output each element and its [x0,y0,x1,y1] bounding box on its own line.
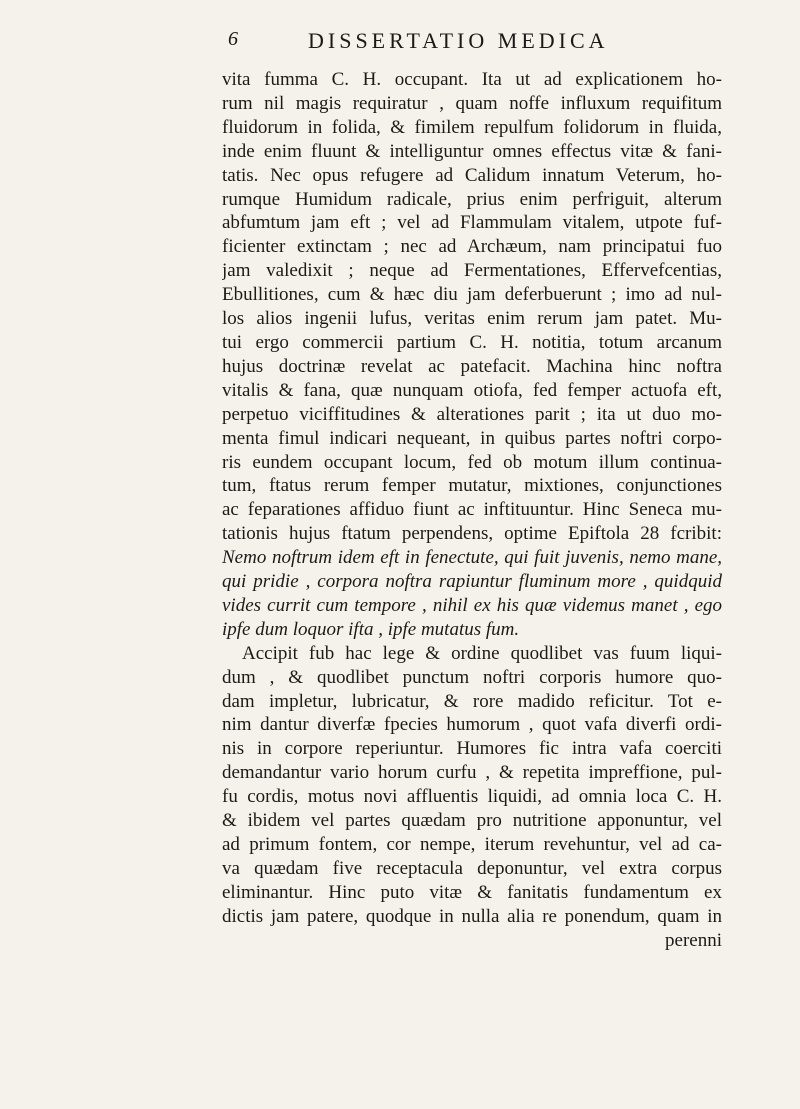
text-line: tui ergo commercii partium C. H. notitia, totum arcanum [222,331,722,353]
text-line: ac feparationes affiduo fiunt ac inftituuntur. Hinc Seneca mu- [222,499,722,521]
text-line: & ibidem vel partes quædam pro nutritione apponuntur, vel [222,810,722,832]
text-line: tum, ftatus rerum femper mutatur, mixtiones, conjunctiones [222,475,722,497]
text-line: dum , & quodlibet punctum noftri corporis humore quo- [222,666,722,688]
text-line: dam impletur, lubricatur, & rore madido reficitur. Tot e- [222,690,722,712]
text-line: Accipit fub hac lege & ordine quodlibet vas fuum liqui- [242,642,722,664]
quotation-line: ipfe dum loquor ifta , ipfe mutatus fum. [222,618,520,640]
catchword: perenni [665,929,722,951]
text-line: ris eundem occupant locum, fed ob motum illum continua- [222,451,722,473]
text-line: tatis. Nec opus refugere ad Calidum innatum Veterum, ho- [222,164,722,186]
text-line: tationis hujus ftatum perpendens, optime Epiftola 28 fcribit: [222,523,722,545]
text-line: Ebullitiones, cum & hæc diu jam deferbuerunt ; imo ad nul- [222,284,722,306]
text-line: eliminantur. Hinc puto vitæ & fanitatis fundamentum ex [222,881,722,903]
text-line: hujus doctrinæ revelat ac patefacit. Machina hinc noftra [222,355,722,377]
text-line: menta fimul indicari nequeant, in quibus partes noftri corpo- [222,427,722,449]
text-line: fu cordis, motus novi affluentis liquidi, ad omnia loca C. H. [222,786,722,808]
text-line: dictis jam patere, quodque in nulla alia re ponendum, quam in [222,905,722,927]
page-header [228,28,708,58]
quotation-line: vides currit cum tempore , nihil ex his quæ videmus manet , ego [222,594,722,616]
text-line: vita fumma C. H. occupant. Ita ut ad explicationem ho- [222,69,722,90]
quotation-line: qui pridie , corpora noftra rapiuntur fluminum more , quidquid [222,571,722,593]
quotation-line: Nemo noftrum idem eft in fenectute, qui fuit juvenis, nemo mane, [222,547,722,569]
running-head: DISSERTATIO MEDICA [308,28,609,53]
page-number: 6 [228,28,238,50]
text-line: ad primum fontem, cor nempe, iterum revehuntur, vel ad ca- [222,834,722,855]
text-line: demandantur vario horum curfu , & repetita impreffione, pul- [222,762,722,784]
text-line: perpetuo viciffitudines & alterationes parit ; ita ut duo mo- [222,403,722,425]
text-line: rum nil magis requiratur , quam noffe influxum requifitum [222,92,722,114]
text-line: fluidorum in folida, & fimilem repulfum folidorum in fluida, [222,116,722,138]
body-text [222,68,722,953]
text-line: va quædam five receptacula deponuntur, vel extra corpus [222,857,722,879]
text-line: abfumtum jam eft ; vel ad Flammulam vitalem, utpote fuf- [222,212,722,234]
text-line: nim dantur diverfæ fpecies humorum , quot vafa diverfi ordi- [222,714,722,736]
text-line: ficienter extinctam ; nec ad Archæum, nam principatui fuo [222,236,722,258]
text-line: los alios ingenii lufus, veritas enim rerum jam patet. Mu- [222,308,722,330]
text-line: jam valedixit ; neque ad Fermentationes, Effervefcentias, [222,260,722,282]
text-line: vitalis & fana, quæ nunquam otiofa, fed femper actuofa eft, [222,379,722,401]
text-line: inde enim fluunt & intelliguntur omnes effectus vitæ & fani- [222,140,722,162]
text-line: rumque Humidum radicale, prius enim perfriguit, alterum [222,188,722,210]
text-line: nis in corpore reperiuntur. Humores fic intra vafa coerciti [222,738,722,760]
